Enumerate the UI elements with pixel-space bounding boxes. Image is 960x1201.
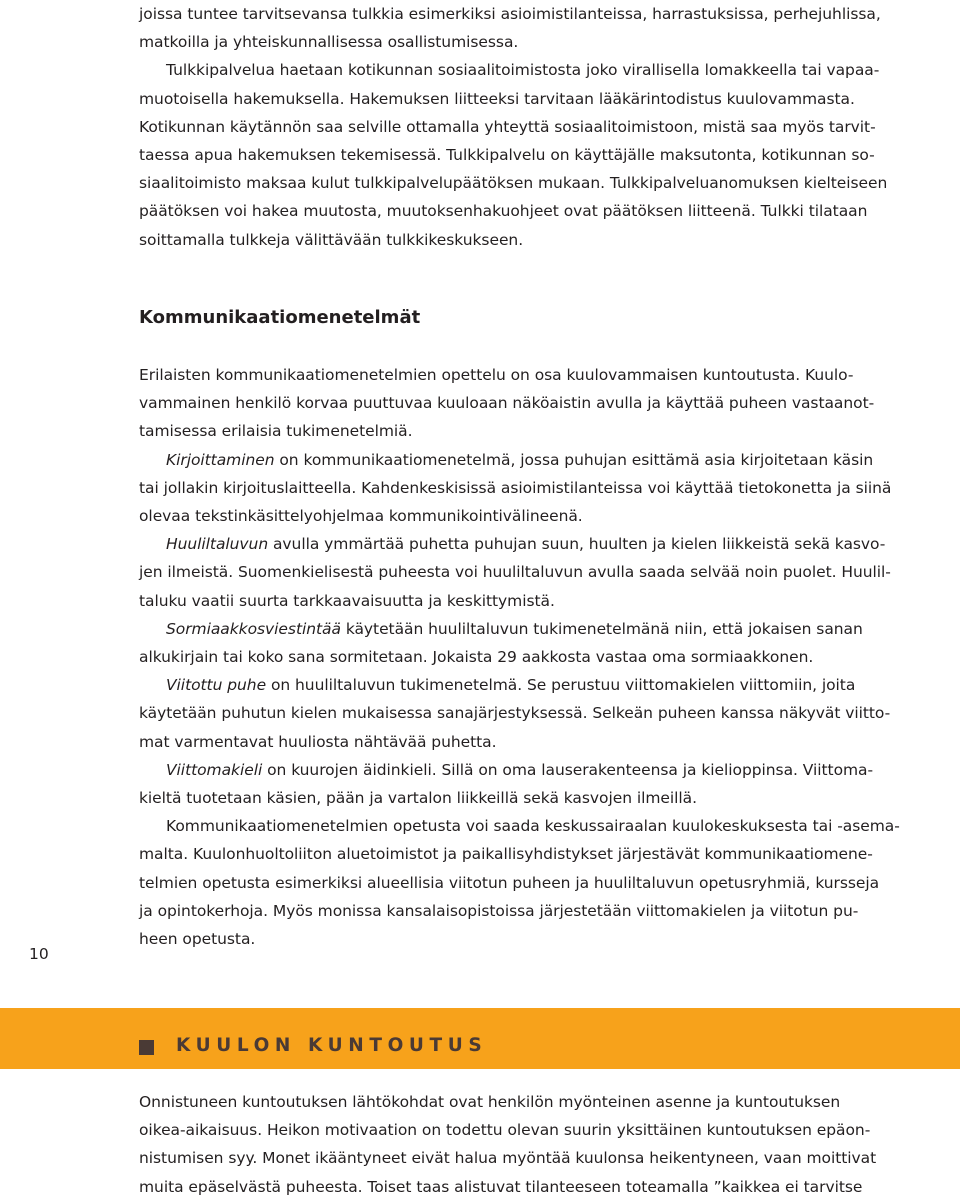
page-number: 10 <box>29 945 49 963</box>
text-line: siaalitoimisto maksaa kulut tulkkipalvelupäätöksen mukaan. Tulkkipalveluanomuksen kielteiseen <box>139 174 888 193</box>
text-run: käytetään huuliltaluvun tukimenetelmänä niin, että jokaisen sanan <box>340 619 863 638</box>
term-viittomakieli: Viittomakieli <box>166 760 263 779</box>
term-sormiaakkoset: Sormiaakkosviestintää <box>166 619 341 638</box>
paragraph-viitottu-puhe <box>139 671 887 699</box>
text-line: Tulkkipalvelua haetaan kotikunnan sosiaalitoimistosta joko virallisella lomakkeella tai vapaa- <box>166 61 880 80</box>
communication-methods-text <box>139 361 900 953</box>
text-line: nistumisen syy. Monet ikääntyneet eivät halua myöntää kuulonsa heikentyneen, vaan moittivat <box>139 1149 877 1168</box>
text-line: heen opetusta. <box>139 930 256 949</box>
paragraph-huuliltaluku <box>139 530 887 558</box>
term-viitottu-puhe: Viitottu puhe <box>166 676 267 695</box>
paragraph-opetus: Kommunikaatiomenetelmien opetusta voi saada keskussairaalan kuulokeskuksesta tai -asema- <box>166 817 900 836</box>
text-line: taessa apua hakemuksen tekemisessä. Tulkkipalvelu on käyttäjälle maksutonta, kotikunnan so- <box>139 146 875 165</box>
text-line: päätöksen voi hakea muutosta, muutoksenhakuohjeet ovat päätöksen liitteenä. Tulkki tilataan <box>139 202 868 221</box>
text-line: olevaa tekstinkäsittelyohjelmaa kommunikointivälineenä. <box>139 507 583 526</box>
text-line: muita epäselvästä puheesta. Toiset taas alistuvat tilanteeseen toteamalla ”kaikkea ei tarvitse <box>139 1177 863 1196</box>
text-line: ja opintokerhoja. Myös monissa kansalaisopistoissa järjestetään viittomakielen ja viitotun pu- <box>139 901 859 920</box>
text-line: Kotikunnan käytännön saa selville ottamalla yhteyttä sosiaalitoimistoon, mistä saa myös tarvit- <box>139 117 876 136</box>
text-line: Onnistuneen kuntoutuksen lähtökohdat ovat henkilön myönteinen asenne ja kuntoutuksen <box>139 1093 841 1111</box>
text-line: matkoilla ja yhteiskunnallisessa osallistumisessa. <box>139 33 519 52</box>
text-line: Erilaisten kommunikaatiomenetelmien opettelu on osa kuulovammaisen kuntoutusta. Kuulo- <box>139 366 854 384</box>
paragraph-kirjoittaminen <box>139 446 887 474</box>
section-heading: Kommunikaatiomenetelmät <box>139 307 421 328</box>
text-line: tamisessa erilaisia tukimenetelmiä. <box>139 422 413 441</box>
text-line: joissa tuntee tarvitsevansa tulkkia esimerkiksi asioimistilanteissa, harrastuksissa, perhejuhlissa, <box>139 5 881 23</box>
rehabilitation-text <box>139 1088 887 1201</box>
paragraph-viittomakieli <box>139 756 887 784</box>
text-run: on kuurojen äidinkieli. Sillä on oma lauserakenteensa ja kielioppinsa. Viittoma- <box>262 760 874 779</box>
paragraph-sormiaakkoset <box>139 615 887 643</box>
text-line: käytetään puhutun kielen mukaisessa sanajärjestyksessä. Selkeän puheen kanssa näkyvät viitto- <box>139 704 891 723</box>
text-line: muotoisella hakemuksella. Hakemuksen liitteeksi tarvitaan lääkärintodistus kuulovammasta. <box>139 89 855 108</box>
term-huuliltaluku: Huuliltaluvun <box>166 535 269 554</box>
text-line: tai jollakin kirjoituslaitteella. Kahdenkeskisissä asioimistilanteissa voi käyttää tietokonetta ja siinä <box>139 478 892 497</box>
text-run: avulla ymmärtää puhetta puhujan suun, huulten ja kielen liikkeistä sekä kasvo- <box>268 535 886 554</box>
text-line: malta. Kuulonhuoltoliiton aluetoimistot ja paikallisyhdistykset järjestävät kommunikaatiomene- <box>139 845 873 864</box>
text-line: taluku vaatii suurta tarkkaavaisuutta ja keskittymistä. <box>139 591 555 610</box>
term-kirjoittaminen: Kirjoittaminen <box>166 450 275 469</box>
square-bullet-icon <box>139 1040 154 1055</box>
section-banner <box>0 1008 960 1069</box>
banner-title: KUULON KUNTOUTUS <box>176 1035 488 1056</box>
text-line: mat varmentavat huuliosta nähtävää puhetta. <box>139 732 497 751</box>
text-run: on kommunikaatiomenetelmä, jossa puhujan esittämä asia kirjoitetaan käsin <box>274 450 874 469</box>
text-line: oikea-aikaisuus. Heikon motivaation on todettu olevan suurin yksittäinen kuntoutuksen epäon- <box>139 1121 871 1140</box>
text-line: kieltä tuotetaan käsien, pään ja vartalon liikkeillä sekä kasvojen ilmeillä. <box>139 789 697 808</box>
text-line: jen ilmeistä. Suomenkielisestä puheesta voi huuliltaluvun avulla saada selvää noin puolet. Huulil- <box>139 563 891 582</box>
text-line: alkukirjain tai koko sana sormitetaan. Jokaista 29 aakkosta vastaa oma sormiaakkonen. <box>139 648 814 667</box>
text-run: on huuliltaluvun tukimenetelmä. Se perustuu viittomakielen viittomiin, joita <box>266 676 856 695</box>
text-line: soittamalla tulkkeja välittävään tulkkikeskukseen. <box>139 230 524 249</box>
top-paragraphs <box>139 0 887 254</box>
text-line: vammainen henkilö korvaa puuttuvaa kuuloaan näköaistin avulla ja käyttää puheen vastaanot- <box>139 394 875 413</box>
text-line: telmien opetusta esimerkiksi alueellisia viitotun puheen ja huuliltaluvun opetusryhmiä, kursseja <box>139 873 880 892</box>
